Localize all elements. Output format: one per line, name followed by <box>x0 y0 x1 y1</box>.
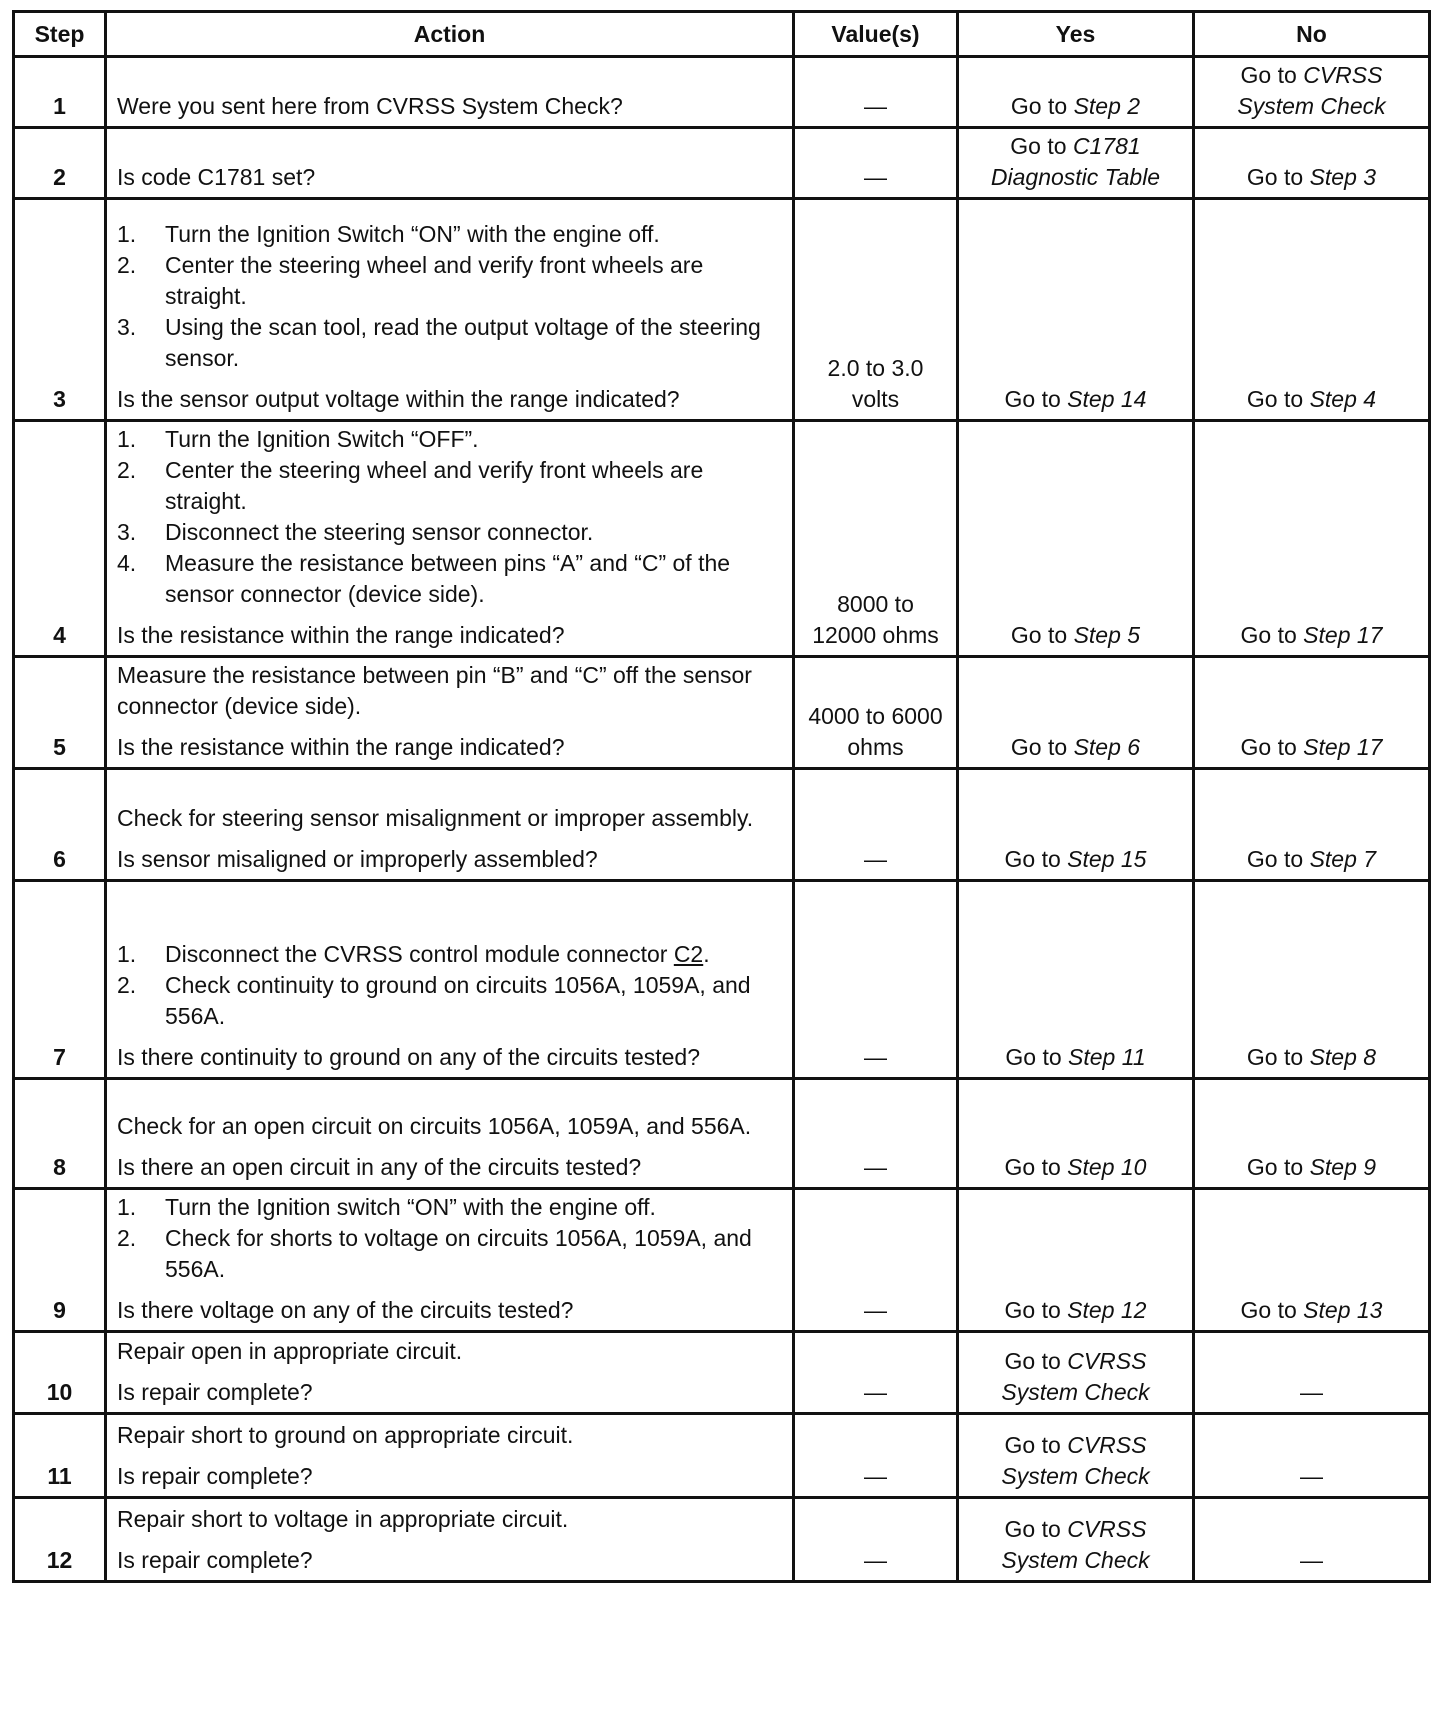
no-goto-target: Step 17 <box>1303 622 1383 648</box>
action-question: Is there continuity to ground on any of the circuits tested? <box>117 1044 701 1070</box>
no-goto-prefix: Go to <box>1240 1297 1297 1323</box>
diagnostic-table <box>12 10 1431 1583</box>
yes-goto-target: Step 15 <box>1067 846 1147 872</box>
action-text: Measure the resistance between pin “B” and “C” off the sensor connector (device side). <box>117 662 752 719</box>
value-cell: — <box>794 1414 958 1498</box>
action-question: Is repair complete? <box>117 1463 313 1489</box>
yes-cell <box>958 881 1194 1079</box>
action-step-item <box>117 548 782 610</box>
value-cell: — <box>794 769 958 881</box>
yes-goto-target: Step 12 <box>1067 1297 1147 1323</box>
action-cell <box>106 1414 794 1498</box>
step-number: 6 <box>14 769 106 881</box>
action-step-number: 3. <box>117 519 137 545</box>
header-yes: Yes <box>958 12 1194 57</box>
no-goto-prefix: Go to <box>1240 734 1297 760</box>
yes-goto-prefix: Go to <box>1010 734 1068 760</box>
no-cell <box>1194 57 1430 128</box>
table-row <box>14 128 1430 199</box>
action-steps-list <box>117 1192 782 1285</box>
step-number: 10 <box>14 1332 106 1414</box>
step-number: 1 <box>14 57 106 128</box>
action-cell <box>106 1332 794 1414</box>
yes-goto-prefix: Go to <box>1004 1297 1061 1323</box>
action-step-number: 1. <box>117 1194 137 1220</box>
no-none: — <box>1300 1379 1323 1405</box>
action-step-text-main: Turn the Ignition Switch “ON” with the engine off. <box>165 221 660 247</box>
yes-goto-prefix: Go to <box>1004 846 1061 872</box>
yes-goto-target: Step 11 <box>1068 1044 1146 1070</box>
action-text: Check for steering sensor misalignment or improper assembly. <box>117 805 754 831</box>
no-cell <box>1194 1414 1430 1498</box>
table-row <box>14 1414 1430 1498</box>
table-row <box>14 657 1430 769</box>
no-goto-target: CVRSS System Check <box>1237 62 1386 119</box>
action-step-item <box>117 250 782 312</box>
table-row <box>14 769 1430 881</box>
action-step-text-main: Center the steering wheel and verify front wheels are straight. <box>165 252 704 309</box>
action-step-text <box>165 250 782 312</box>
table-row <box>14 57 1430 128</box>
action-question: Is repair complete? <box>117 1379 313 1405</box>
header-values: Value(s) <box>794 12 958 57</box>
yes-goto-prefix: Go to <box>1004 1516 1061 1542</box>
action-step-number: 1. <box>117 426 137 452</box>
yes-cell <box>958 657 1194 769</box>
action-step-item <box>117 939 782 970</box>
yes-goto-prefix: Go to <box>1010 622 1068 648</box>
table-row <box>14 1332 1430 1414</box>
yes-cell <box>958 421 1194 657</box>
yes-goto-target: Step 2 <box>1073 93 1141 119</box>
diagnostic-table-page <box>12 10 1428 1714</box>
yes-goto-target: Step 6 <box>1073 734 1141 760</box>
action-steps-list <box>117 939 782 1032</box>
value-cell: 2.0 to 3.0 volts <box>794 199 958 421</box>
no-goto-target: Step 8 <box>1309 1044 1377 1070</box>
yes-goto-prefix: Go to <box>1004 1348 1061 1374</box>
step-number: 12 <box>14 1498 106 1582</box>
action-cell <box>106 1079 794 1189</box>
action-question: Were you sent here from CVRSS System Check? <box>117 93 623 119</box>
yes-cell <box>958 199 1194 421</box>
action-step-text <box>165 970 782 1032</box>
action-question: Is the resistance within the range indicated? <box>117 622 565 648</box>
action-step-number: 1. <box>117 221 137 247</box>
action-steps-list <box>117 219 782 374</box>
action-question: Is the sensor output voltage within the range indicated? <box>117 386 680 412</box>
value-cell: — <box>794 57 958 128</box>
no-cell <box>1194 128 1430 199</box>
yes-cell <box>958 1189 1194 1332</box>
action-step-text-main: Using the scan tool, read the output voltage of the steering sensor. <box>165 314 761 371</box>
table-body <box>14 57 1430 1582</box>
action-cell <box>106 769 794 881</box>
step-number: 5 <box>14 657 106 769</box>
yes-cell <box>958 769 1194 881</box>
action-step-item <box>117 1223 782 1285</box>
action-question: Is there an open circuit in any of the circuits tested? <box>117 1154 642 1180</box>
action-step-item <box>117 455 782 517</box>
value-cell: 8000 to 12000 ohms <box>794 421 958 657</box>
no-goto-target: Step 3 <box>1309 164 1377 190</box>
action-text: Check for an open circuit on circuits 1056A, 1059A, and 556A. <box>117 1113 752 1139</box>
no-goto-target: Step 7 <box>1309 846 1377 872</box>
no-none: — <box>1300 1547 1323 1573</box>
action-step-text <box>165 424 782 455</box>
action-step-text <box>165 219 782 250</box>
yes-goto-target: CVRSS System Check <box>1001 1516 1150 1573</box>
action-step-text-main: Turn the Ignition switch “ON” with the engine off. <box>165 1194 656 1220</box>
action-step-number: 4. <box>117 550 137 576</box>
action-question: Is repair complete? <box>117 1547 313 1573</box>
no-cell <box>1194 1332 1430 1414</box>
action-cell <box>106 421 794 657</box>
action-step-number: 3. <box>117 314 137 340</box>
table-header-row <box>14 12 1430 57</box>
yes-cell <box>958 1414 1194 1498</box>
no-cell <box>1194 769 1430 881</box>
no-goto-target: Step 4 <box>1309 386 1377 412</box>
step-number: 3 <box>14 199 106 421</box>
action-step-text <box>165 548 782 610</box>
action-step-item <box>117 219 782 250</box>
no-goto-prefix: Go to <box>1240 622 1297 648</box>
no-goto-prefix: Go to <box>1246 386 1304 412</box>
yes-goto-prefix: Go to <box>1004 1432 1061 1458</box>
no-goto-target: Step 13 <box>1303 1297 1383 1323</box>
yes-goto-prefix: Go to <box>1010 133 1067 159</box>
step-number: 7 <box>14 881 106 1079</box>
action-step-number: 2. <box>117 457 137 483</box>
yes-cell <box>958 1332 1194 1414</box>
action-step-text <box>165 1223 782 1285</box>
action-step-item <box>117 970 782 1032</box>
action-step-item <box>117 424 782 455</box>
action-step-text <box>165 312 782 374</box>
table-row <box>14 199 1430 421</box>
action-step-item <box>117 312 782 374</box>
action-question: Is the resistance within the range indicated? <box>117 734 565 760</box>
yes-goto-target: C1781 Diagnostic Table <box>990 133 1161 190</box>
value-cell: — <box>794 1079 958 1189</box>
yes-goto-prefix: Go to <box>1005 1044 1062 1070</box>
yes-cell <box>958 128 1194 199</box>
table-row <box>14 881 1430 1079</box>
yes-cell <box>958 1498 1194 1582</box>
no-goto-target: Step 9 <box>1309 1154 1377 1180</box>
table-row <box>14 1079 1430 1189</box>
action-step-text-main: Turn the Ignition Switch “OFF”. <box>165 426 479 452</box>
no-cell <box>1194 421 1430 657</box>
action-question: Is code C1781 set? <box>117 164 316 190</box>
no-cell <box>1194 1189 1430 1332</box>
step-number: 2 <box>14 128 106 199</box>
yes-cell <box>958 1079 1194 1189</box>
step-number: 8 <box>14 1079 106 1189</box>
action-step-text <box>165 1192 782 1223</box>
no-goto-prefix: Go to <box>1246 164 1304 190</box>
action-step-text-main: Center the steering wheel and verify front wheels are straight. <box>165 457 704 514</box>
no-cell <box>1194 881 1430 1079</box>
step-number: 11 <box>14 1414 106 1498</box>
action-text: Repair short to ground on appropriate circuit. <box>117 1422 574 1448</box>
action-question: Is sensor misaligned or improperly assembled? <box>117 846 598 872</box>
value-cell: — <box>794 1189 958 1332</box>
action-step-item <box>117 1192 782 1223</box>
yes-goto-prefix: Go to <box>1004 1154 1061 1180</box>
yes-goto-target: Step 10 <box>1067 1154 1147 1180</box>
no-goto-prefix: Go to <box>1240 62 1297 88</box>
action-cell <box>106 199 794 421</box>
action-text: Repair open in appropriate circuit. <box>117 1338 463 1364</box>
no-goto-target: Step 17 <box>1303 734 1383 760</box>
no-cell <box>1194 1498 1430 1582</box>
table-row <box>14 1189 1430 1332</box>
connector-reference: C2 <box>673 941 704 967</box>
yes-goto-prefix: Go to <box>1010 93 1068 119</box>
table-row <box>14 1498 1430 1582</box>
table-row <box>14 421 1430 657</box>
action-cell <box>106 1498 794 1582</box>
action-cell <box>106 881 794 1079</box>
action-step-item <box>117 517 782 548</box>
no-cell <box>1194 657 1430 769</box>
header-no: No <box>1194 12 1430 57</box>
action-step-text-main: Disconnect the CVRSS control module connector <box>165 941 668 967</box>
step-number: 9 <box>14 1189 106 1332</box>
action-step-text-main: Disconnect the steering sensor connector. <box>165 519 594 545</box>
header-action: Action <box>106 12 794 57</box>
no-cell <box>1194 199 1430 421</box>
yes-cell <box>958 57 1194 128</box>
yes-goto-target: Step 14 <box>1067 386 1147 412</box>
no-none: — <box>1300 1463 1323 1489</box>
action-step-text-main: Check continuity to ground on circuits 1056A, 1059A, and 556A. <box>165 972 751 1029</box>
header-step: Step <box>14 12 106 57</box>
action-step-text <box>165 517 782 548</box>
action-step-text-main: Check for shorts to voltage on circuits 1056A, 1059A, and 556A. <box>165 1225 752 1282</box>
value-cell: — <box>794 1332 958 1414</box>
value-cell: 4000 to 6000 ohms <box>794 657 958 769</box>
yes-goto-target: CVRSS System Check <box>1001 1432 1150 1489</box>
value-cell: — <box>794 881 958 1079</box>
action-question: Is there voltage on any of the circuits tested? <box>117 1297 574 1323</box>
action-step-number: 1. <box>117 941 137 967</box>
yes-goto-target: CVRSS System Check <box>1001 1348 1150 1405</box>
action-step-text <box>165 939 782 970</box>
action-step-number: 2. <box>117 252 137 278</box>
action-cell <box>106 657 794 769</box>
action-text: Repair short to voltage in appropriate circuit. <box>117 1506 569 1532</box>
action-cell <box>106 57 794 128</box>
action-step-text <box>165 455 782 517</box>
action-cell <box>106 128 794 199</box>
no-goto-prefix: Go to <box>1246 1154 1304 1180</box>
action-step-number: 2. <box>117 972 137 998</box>
yes-goto-prefix: Go to <box>1004 386 1061 412</box>
action-step-number: 2. <box>117 1225 137 1251</box>
action-step-text-main: Measure the resistance between pins “A” and “C” of the sensor connector (device side). <box>165 550 731 607</box>
action-step-text-end: . <box>703 941 710 967</box>
no-goto-prefix: Go to <box>1246 1044 1304 1070</box>
value-cell: — <box>794 1498 958 1582</box>
action-steps-list <box>117 424 782 610</box>
value-cell: — <box>794 128 958 199</box>
step-number: 4 <box>14 421 106 657</box>
action-cell <box>106 1189 794 1332</box>
yes-goto-target: Step 5 <box>1073 622 1141 648</box>
no-cell <box>1194 1079 1430 1189</box>
no-goto-prefix: Go to <box>1246 846 1304 872</box>
